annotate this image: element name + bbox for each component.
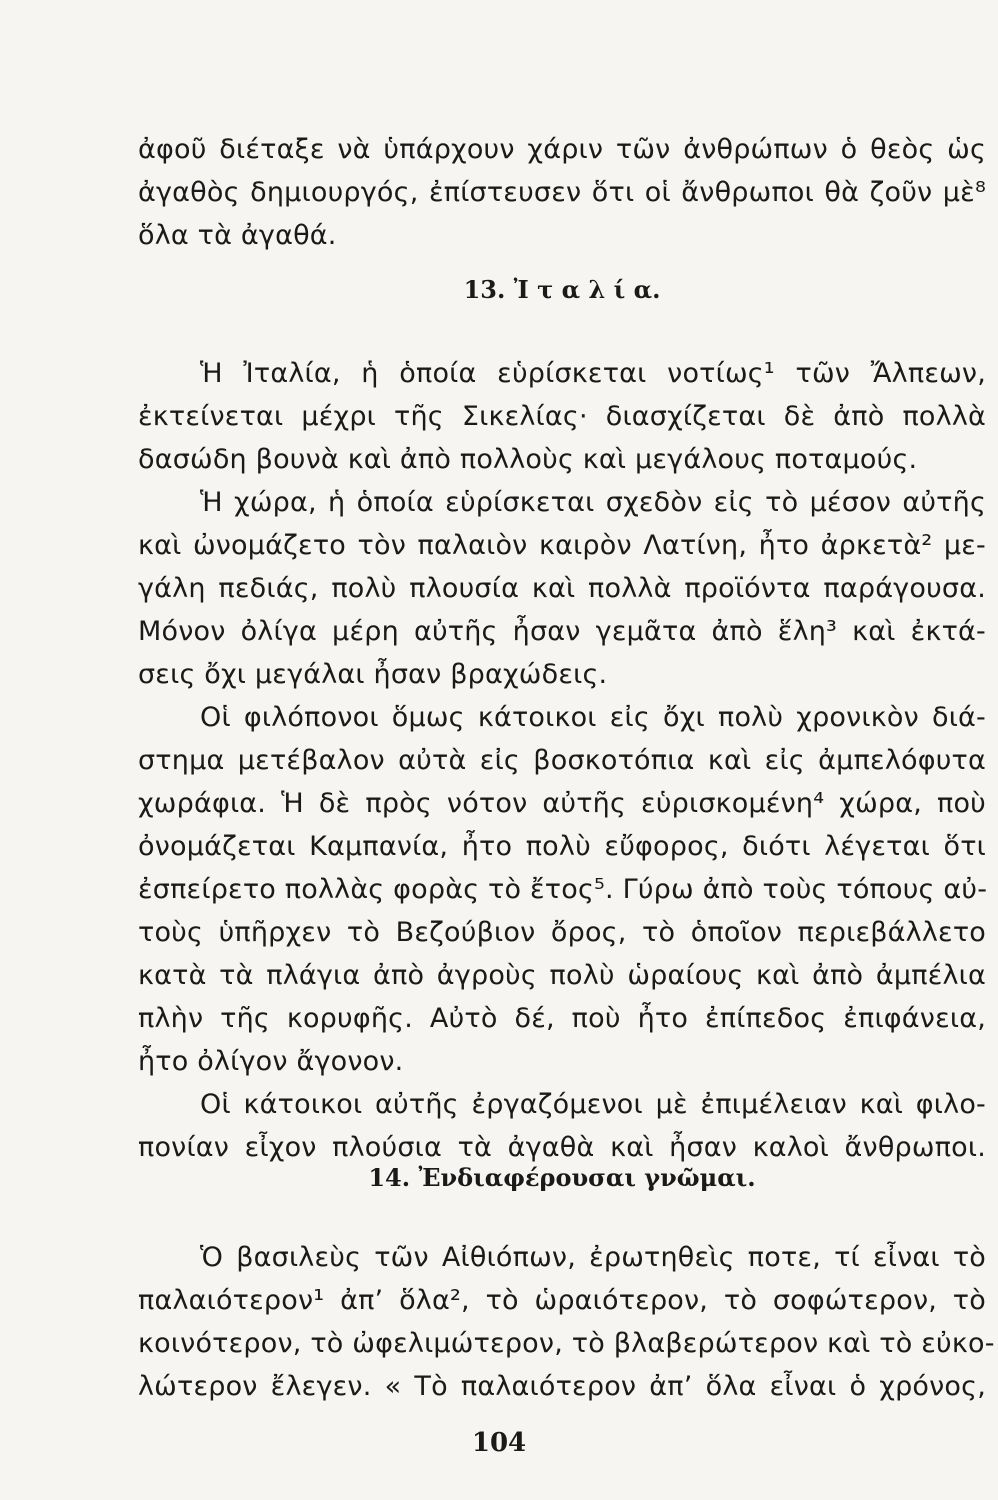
section-13-title: 13. Ἰ τ α λ ί α.: [463, 275, 661, 304]
text-line: Μόνον ὀλίγα μέρη αὐτῆς ἦσαν γεμᾶτα ἀπὸ ἕλη³ καὶ ἐκτά-: [138, 616, 986, 647]
page-number: 104: [471, 1428, 527, 1458]
text-line: ὅλα τὰ ἀγαθά.: [138, 220, 337, 251]
text-line: ἐσπείρετο πολλὰς φορὰς τὸ ἔτος⁵. Γύρω ἀπὸ τοὺς τόπους αὐ-: [138, 874, 988, 905]
section-13-heading: [138, 275, 986, 304]
text-line: γάλη πεδιάς, πολὺ πλουσία καὶ πολλὰ προϊόντα παράγουσα.: [138, 573, 986, 604]
text-line: χωράφια. Ἡ δὲ πρὸς νότον αὐτῆς εὑρισκομένη⁴ χώρα, ποὺ: [138, 788, 986, 819]
text-line: καὶ ὠνομάζετο τὸν παλαιὸν καιρὸν Λατίνη, ἦτο ἀρκετὰ² με-: [138, 530, 986, 561]
text-line: Ὁ βασιλεὺς τῶν Αἰθιόπων, ἐρωτηθεὶς ποτε, τί εἶναι τὸ: [200, 1242, 986, 1273]
text-line: ἀγαθὸς δημιουργός, ἐπίστευσεν ὅτι οἱ ἄνθρωποι θὰ ζοῦν μὲ⁸: [138, 177, 986, 208]
text-line: τοὺς ὑπῆρχεν τὸ Βεζούβιον ὄρος, τὸ ὁποῖον περιεβάλλετο: [138, 917, 986, 948]
text-line: Οἱ κάτοικοι αὐτῆς ἐργαζόμενοι μὲ ἐπιμέλειαν καὶ φιλο-: [200, 1089, 986, 1120]
text-line: Οἱ φιλόπονοι ὅμως κάτοικοι εἰς ὄχι πολὺ χρονικὸν διά-: [200, 702, 986, 733]
text-line: ἀφοῦ διέταξε νὰ ὑπάρχουν χάριν τῶν ἀνθρώπων ὁ θεὸς ὡς: [138, 134, 986, 165]
text-line: στημα μετέβαλον αὐτὰ εἰς βοσκοτόπια καὶ εἰς ἀμπελόφυτα: [138, 745, 986, 776]
section-14-heading: [138, 1163, 986, 1192]
text-line: κοινότερον, τὸ ὠφελιμώτερον, τὸ βλαβερώτερον καὶ τὸ εὐκο-: [138, 1328, 995, 1359]
text-line: ὀνομάζεται Καμπανία, ἦτο πολὺ εὔφορος, διότι λέγεται ὅτι: [138, 831, 986, 862]
text-line: λώτερον ἔλεγεν. « Τὸ παλαιότερον ἀπ’ ὅλα εἶναι ὁ χρόνος,: [138, 1371, 986, 1402]
section-14-body: [138, 1236, 995, 1408]
text-line: κατὰ τὰ πλάγια ἀπὸ ἀγροὺς πολὺ ὡραίους καὶ ἀπὸ ἀμπέλια: [138, 960, 986, 991]
text-line: πλὴν τῆς κορυφῆς. Αὐτὸ δέ, ποὺ ἦτο ἐπίπεδος ἐπιφάνεια,: [138, 1003, 986, 1034]
section-14-title: 14. Ἐνδιαφέρουσαι γνῶμαι.: [368, 1163, 756, 1192]
text-line: ἐκτείνεται μέχρι τῆς Σικελίας· διασχίζεται δὲ ἀπὸ πολλὰ: [138, 401, 986, 432]
text-line: ἦτο ὀλίγον ἄγονον.: [138, 1046, 404, 1077]
section-13-body: [138, 352, 986, 1169]
text-line: Ἡ χώρα, ἡ ὁποία εὑρίσκεται σχεδὸν εἰς τὸ μέσον αὐτῆς: [200, 487, 986, 518]
intro-paragraph: [138, 128, 986, 257]
text-line: πονίαν εἶχον πλούσια τὰ ἀγαθὰ καὶ ἦσαν καλοὶ ἄνθρωποι.: [138, 1132, 986, 1163]
text-line: Ἡ Ἰταλία, ἡ ὁποία εὑρίσκεται νοτίως¹ τῶν Ἄλπεων,: [200, 358, 986, 389]
text-line: δασώδη βουνὰ καὶ ἀπὸ πολλοὺς καὶ μεγάλους ποταμούς.: [138, 444, 918, 475]
text-line: σεις ὄχι μεγάλαι ἦσαν βραχώδεις.: [138, 659, 608, 690]
text-line: παλαιότερον¹ ἀπ’ ὅλα², τὸ ὡραιότερον, τὸ σοφώτερον, τὸ: [138, 1285, 986, 1316]
